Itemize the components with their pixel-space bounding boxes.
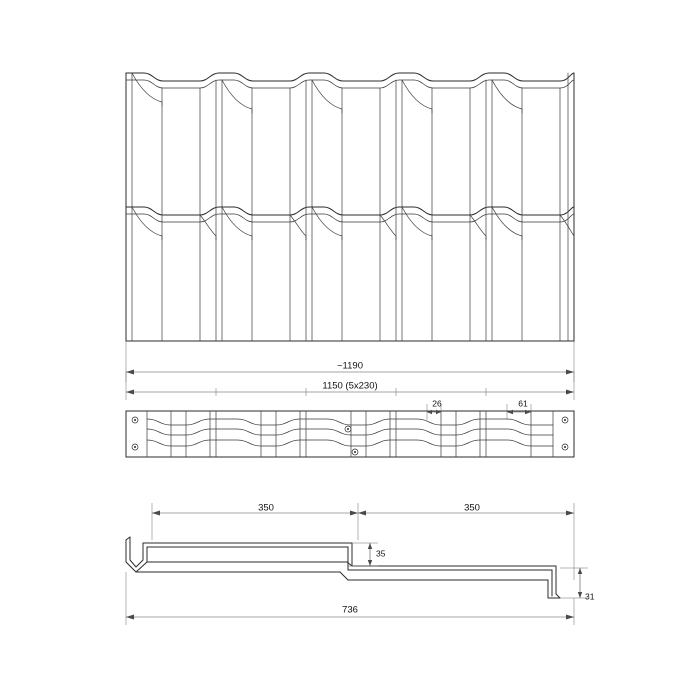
- plan-view-ribs: [171, 411, 531, 457]
- dim-step-right-label: 350: [464, 502, 480, 514]
- plan-view-waves: [147, 419, 553, 446]
- dimension-rib-large: [507, 398, 531, 420]
- dim-edge-height-label: 31: [585, 591, 595, 602]
- dimension-edge-height: [560, 568, 595, 601]
- side-section-view: [126, 537, 560, 598]
- dim-total-length-label: 736: [342, 604, 358, 616]
- dimension-overall-width: [126, 341, 574, 382]
- dim-overall-width-label: ~1190: [337, 360, 363, 372]
- front-view-tile-scoops: [132, 207, 574, 240]
- dim-step-left-label: 350: [258, 502, 274, 514]
- dimension-step-height: [348, 543, 386, 566]
- front-elevation-view: [126, 73, 574, 341]
- dim-cover-width-label: 1150 (5x230): [322, 380, 378, 392]
- dimension-cover-width: [126, 372, 574, 400]
- dim-rib-large-label: 61: [518, 398, 528, 409]
- dim-rib-small-label: 26: [432, 398, 442, 409]
- front-view-top-scoops: [132, 73, 522, 113]
- dimension-step-depths: [152, 503, 574, 580]
- dim-step-height-label: 35: [376, 548, 386, 559]
- dimension-rib-small: [427, 398, 442, 420]
